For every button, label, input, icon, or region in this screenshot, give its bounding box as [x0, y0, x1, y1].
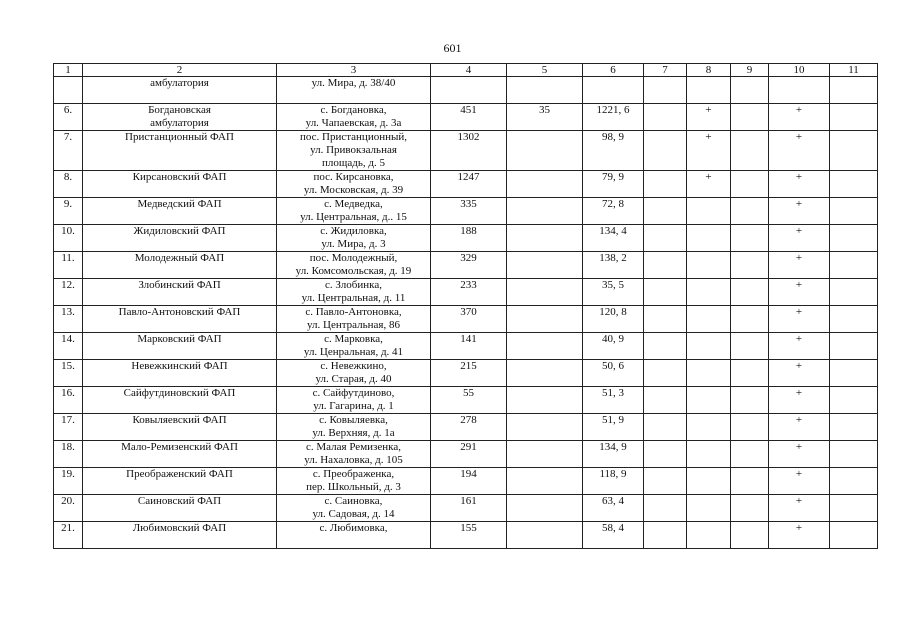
cell-col-9: [731, 252, 769, 279]
cell-col-10: +: [769, 441, 830, 468]
cell-col-10: +: [769, 387, 830, 414]
cell-col-9: [731, 306, 769, 333]
facility-address-line: с. Сайфутдиново,: [312, 387, 395, 399]
cell-col-11: [830, 77, 878, 104]
facility-address: [277, 225, 431, 252]
cell-col-7: [644, 414, 687, 441]
facility-address: [277, 387, 431, 414]
facility-address-line: ул. Московская, д. 39: [303, 184, 404, 196]
facility-address: [277, 131, 431, 171]
cell-col-9: [731, 77, 769, 104]
table-row: [54, 522, 878, 549]
cell-col-6: 118, 9: [583, 468, 644, 495]
table-row: [54, 225, 878, 252]
cell-col-4: 194: [431, 468, 507, 495]
column-header: 10: [769, 64, 830, 77]
facility-address: [277, 414, 431, 441]
facility-address-line: ул. Верхняя, д. 1а: [312, 427, 395, 439]
facility-name: [83, 77, 277, 104]
cell-col-6: 134, 9: [583, 441, 644, 468]
facility-address-line: пос. Кирсановка,: [313, 171, 394, 183]
table-body: [54, 64, 878, 549]
cell-col-11: [830, 360, 878, 387]
cell-col-9: [731, 171, 769, 198]
cell-col-9: [731, 333, 769, 360]
facility-name-line: Жидиловский ФАП: [133, 225, 226, 237]
cell-col-4: 155: [431, 522, 507, 549]
cell-col-9: [731, 468, 769, 495]
cell-col-9: [731, 522, 769, 549]
facility-address-line: ул. Привокзальная: [310, 144, 397, 156]
cell-col-7: [644, 225, 687, 252]
cell-col-10: +: [769, 306, 830, 333]
row-number: 12.: [54, 279, 83, 306]
cell-col-11: [830, 131, 878, 171]
facility-name: [83, 131, 277, 171]
facility-name: [83, 306, 277, 333]
facility-name: [83, 468, 277, 495]
facility-name: [83, 279, 277, 306]
cell-col-6: 79, 9: [583, 171, 644, 198]
cell-col-7: [644, 495, 687, 522]
cell-col-4: 188: [431, 225, 507, 252]
facility-address-line: ул. Садовая, д. 14: [312, 508, 395, 520]
facility-address-line: с. Ковыляевка,: [319, 414, 388, 426]
row-number: 20.: [54, 495, 83, 522]
cell-col-10: +: [769, 414, 830, 441]
facility-name-line: Любимовский ФАП: [132, 522, 227, 534]
cell-col-8: [687, 360, 731, 387]
cell-col-7: [644, 104, 687, 131]
cell-col-9: [731, 387, 769, 414]
cell-col-5: [507, 468, 583, 495]
cell-col-5: [507, 360, 583, 387]
table-row: [54, 333, 878, 360]
cell-col-8: [687, 333, 731, 360]
row-number: 18.: [54, 441, 83, 468]
cell-col-7: [644, 171, 687, 198]
column-header: 7: [644, 64, 687, 77]
cell-col-8: [687, 77, 731, 104]
facility-address: [277, 468, 431, 495]
facility-name: [83, 495, 277, 522]
cell-col-8: [687, 468, 731, 495]
facility-name-line: Кирсановский ФАП: [132, 171, 227, 183]
table-row: [54, 252, 878, 279]
facility-address-line: пер. Школьный, д. 3: [306, 481, 401, 493]
table-row: [54, 306, 878, 333]
cell-col-11: [830, 333, 878, 360]
cell-col-10: +: [769, 131, 830, 171]
cell-col-10: +: [769, 252, 830, 279]
cell-col-11: [830, 171, 878, 198]
cell-col-5: [507, 441, 583, 468]
table-row: [54, 495, 878, 522]
cell-col-7: [644, 522, 687, 549]
row-number: 8.: [54, 171, 83, 198]
cell-col-5: 35: [507, 104, 583, 131]
cell-col-4: 329: [431, 252, 507, 279]
cell-col-5: [507, 387, 583, 414]
cell-col-6: 63, 4: [583, 495, 644, 522]
cell-col-4: 335: [431, 198, 507, 225]
facility-name: [83, 522, 277, 549]
facility-address-line: с. Медведка,: [324, 198, 383, 210]
cell-col-7: [644, 360, 687, 387]
facility-name-line: Преображенский ФАП: [126, 468, 233, 480]
row-number: 21.: [54, 522, 83, 549]
cell-col-10: +: [769, 495, 830, 522]
facility-address: [277, 77, 431, 104]
column-header: 1: [54, 64, 83, 77]
cell-col-6: 138, 2: [583, 252, 644, 279]
facility-name-line: Пристанционный ФАП: [125, 131, 234, 143]
cell-col-8: [687, 414, 731, 441]
table-row: [54, 414, 878, 441]
facility-name-line: Саиновский ФАП: [137, 495, 222, 507]
cell-col-9: [731, 104, 769, 131]
cell-col-6: 72, 8: [583, 198, 644, 225]
row-number: 9.: [54, 198, 83, 225]
facility-name-line: Сайфутдиновский ФАП: [123, 387, 236, 399]
facility-address-line: ул. Мира, д. 38/40: [311, 77, 396, 89]
cell-col-10: +: [769, 279, 830, 306]
column-header: 5: [507, 64, 583, 77]
cell-col-6: 134, 4: [583, 225, 644, 252]
facility-address-line: ул. Комсомольская, д. 19: [295, 265, 412, 277]
table-row: [54, 468, 878, 495]
column-header: 2: [83, 64, 277, 77]
facility-name: [83, 414, 277, 441]
cell-col-4: 141: [431, 333, 507, 360]
cell-col-4: 161: [431, 495, 507, 522]
table-row: [54, 387, 878, 414]
cell-col-9: [731, 495, 769, 522]
facility-address-line: с. Злобинка,: [325, 279, 382, 291]
facility-name-line: Богдановская: [148, 104, 211, 116]
row-number: 10.: [54, 225, 83, 252]
cell-col-5: [507, 495, 583, 522]
cell-col-8: +: [687, 171, 731, 198]
facility-name-line: Мало-Ремизенский ФАП: [121, 441, 238, 453]
cell-col-9: [731, 414, 769, 441]
facilities-table: [53, 63, 878, 549]
column-header: 4: [431, 64, 507, 77]
row-number: 11.: [54, 252, 83, 279]
cell-col-5: [507, 171, 583, 198]
cell-col-8: +: [687, 131, 731, 171]
facility-name: [83, 360, 277, 387]
facility-address: [277, 104, 431, 131]
facility-name: [83, 252, 277, 279]
facility-name-line: амбулатория: [150, 117, 209, 129]
cell-col-10: +: [769, 522, 830, 549]
row-number: 6.: [54, 104, 83, 131]
cell-col-7: [644, 252, 687, 279]
cell-col-8: [687, 279, 731, 306]
cell-col-5: [507, 77, 583, 104]
column-header: 8: [687, 64, 731, 77]
cell-col-9: [731, 279, 769, 306]
facility-name-line: Медведский ФАП: [137, 198, 222, 210]
cell-col-5: [507, 522, 583, 549]
row-number: 14.: [54, 333, 83, 360]
facility-address-line: ул. Мира, д. 3: [321, 238, 386, 250]
facility-address-line: с. Жидиловка,: [320, 225, 387, 237]
facility-address-line: с. Преображенка,: [312, 468, 395, 480]
cell-col-6: 35, 5: [583, 279, 644, 306]
table-row: [54, 279, 878, 306]
facility-address-line: с. Павло-Антоновка,: [305, 306, 402, 318]
facility-address: [277, 252, 431, 279]
cell-col-8: [687, 495, 731, 522]
table-row: [54, 77, 878, 104]
cell-col-11: [830, 225, 878, 252]
cell-col-10: +: [769, 198, 830, 225]
facility-name-line: Ковыляевский ФАП: [132, 414, 227, 426]
cell-col-10: +: [769, 104, 830, 131]
cell-col-6: 50, 6: [583, 360, 644, 387]
facility-address: [277, 360, 431, 387]
cell-col-11: [830, 414, 878, 441]
cell-col-7: [644, 441, 687, 468]
cell-col-10: +: [769, 360, 830, 387]
cell-col-5: [507, 333, 583, 360]
facility-address: [277, 198, 431, 225]
cell-col-6: [583, 77, 644, 104]
cell-col-4: 278: [431, 414, 507, 441]
cell-col-11: [830, 495, 878, 522]
cell-col-10: +: [769, 468, 830, 495]
facility-address: [277, 279, 431, 306]
cell-col-10: +: [769, 171, 830, 198]
facility-name: [83, 387, 277, 414]
cell-col-7: [644, 131, 687, 171]
facility-address: [277, 333, 431, 360]
cell-col-11: [830, 522, 878, 549]
table-row: [54, 104, 878, 131]
table-row: [54, 441, 878, 468]
facility-address-line: с. Любимовка,: [319, 522, 388, 534]
cell-col-5: [507, 279, 583, 306]
row-number: 16.: [54, 387, 83, 414]
cell-col-11: [830, 104, 878, 131]
cell-col-4: 233: [431, 279, 507, 306]
facility-address: [277, 522, 431, 549]
cell-col-8: [687, 306, 731, 333]
cell-col-11: [830, 441, 878, 468]
facility-name: [83, 171, 277, 198]
cell-col-4: 370: [431, 306, 507, 333]
cell-col-7: [644, 468, 687, 495]
cell-col-7: [644, 198, 687, 225]
cell-col-4: [431, 77, 507, 104]
facility-name: [83, 441, 277, 468]
facility-name: [83, 333, 277, 360]
facility-address: [277, 495, 431, 522]
column-header: 6: [583, 64, 644, 77]
cell-col-11: [830, 252, 878, 279]
cell-col-6: 98, 9: [583, 131, 644, 171]
table-row: [54, 360, 878, 387]
cell-col-11: [830, 198, 878, 225]
facility-name-line: Невежкинский ФАП: [131, 360, 228, 372]
facility-name-line: Злобинский ФАП: [138, 279, 221, 291]
cell-col-4: 1302: [431, 131, 507, 171]
facility-address-line: площадь, д. 5: [322, 157, 385, 169]
facility-address-line: с. Марковка,: [324, 333, 383, 345]
facility-name: [83, 198, 277, 225]
cell-col-5: [507, 306, 583, 333]
row-number: 13.: [54, 306, 83, 333]
cell-col-5: [507, 131, 583, 171]
cell-col-9: [731, 131, 769, 171]
cell-col-7: [644, 77, 687, 104]
column-number-row: [54, 64, 878, 77]
cell-col-8: [687, 252, 731, 279]
cell-col-9: [731, 198, 769, 225]
facility-name: [83, 104, 277, 131]
row-number: [54, 77, 83, 104]
cell-col-11: [830, 306, 878, 333]
facility-address-line: с. Малая Ремизенка,: [306, 441, 401, 453]
column-header: 11: [830, 64, 878, 77]
table-row: [54, 131, 878, 171]
column-header: 3: [277, 64, 431, 77]
cell-col-6: 51, 3: [583, 387, 644, 414]
facility-address-line: ул. Гагарина, д. 1: [313, 400, 394, 412]
facility-address: [277, 306, 431, 333]
cell-col-8: [687, 225, 731, 252]
cell-col-11: [830, 279, 878, 306]
cell-col-11: [830, 387, 878, 414]
cell-col-9: [731, 225, 769, 252]
facility-address: [277, 441, 431, 468]
cell-col-4: 215: [431, 360, 507, 387]
facility-address-line: ул. Старая, д. 40: [315, 373, 392, 385]
cell-col-11: [830, 468, 878, 495]
facility-name-line: амбулатория: [150, 77, 209, 89]
cell-col-6: 58, 4: [583, 522, 644, 549]
cell-col-7: [644, 387, 687, 414]
cell-col-8: [687, 441, 731, 468]
column-header: 9: [731, 64, 769, 77]
facility-address-line: с. Богдановка,: [320, 104, 387, 116]
cell-col-7: [644, 333, 687, 360]
cell-col-6: 1221, 6: [583, 104, 644, 131]
facility-name: [83, 225, 277, 252]
facility-address-line: с. Невежкино,: [320, 360, 387, 372]
cell-col-5: [507, 252, 583, 279]
cell-col-6: 51, 9: [583, 414, 644, 441]
facility-address-line: пос. Молодежный,: [309, 252, 398, 264]
cell-col-6: 40, 9: [583, 333, 644, 360]
cell-col-10: +: [769, 333, 830, 360]
facility-address-line: ул. Ценральная, д. 41: [303, 346, 404, 358]
cell-col-4: 1247: [431, 171, 507, 198]
page-number: 601: [443, 41, 462, 55]
cell-col-8: [687, 387, 731, 414]
facility-address-line: ул. Центральная, д. 11: [301, 292, 406, 304]
row-number: 7.: [54, 131, 83, 171]
cell-col-4: 55: [431, 387, 507, 414]
cell-col-5: [507, 225, 583, 252]
facility-address-line: ул. Чапаевская, д. 3а: [305, 117, 402, 129]
cell-col-10: [769, 77, 830, 104]
cell-col-6: 120, 8: [583, 306, 644, 333]
cell-col-5: [507, 414, 583, 441]
cell-col-4: 451: [431, 104, 507, 131]
table-row: [54, 198, 878, 225]
row-number: 19.: [54, 468, 83, 495]
row-number: 17.: [54, 414, 83, 441]
facility-address: [277, 171, 431, 198]
cell-col-9: [731, 441, 769, 468]
table-row: [54, 171, 878, 198]
cell-col-7: [644, 306, 687, 333]
row-number: 15.: [54, 360, 83, 387]
cell-col-5: [507, 198, 583, 225]
facility-address-line: ул. Центральная, 86: [307, 319, 400, 331]
facility-name-line: Молодежный ФАП: [134, 252, 225, 264]
cell-col-4: 291: [431, 441, 507, 468]
facility-address-line: пос. Пристанционный,: [299, 131, 408, 143]
cell-col-9: [731, 360, 769, 387]
facility-address-line: с. Саиновка,: [324, 495, 383, 507]
facility-address-line: ул. Центральная, д.. 15: [300, 211, 407, 223]
facility-address-line: ул. Нахаловка, д. 105: [304, 454, 403, 466]
cell-col-8: +: [687, 104, 731, 131]
cell-col-10: +: [769, 225, 830, 252]
cell-col-8: [687, 522, 731, 549]
cell-col-8: [687, 198, 731, 225]
facility-name-line: Марковский ФАП: [137, 333, 222, 345]
cell-col-7: [644, 279, 687, 306]
facility-name-line: Павло-Антоновский ФАП: [118, 306, 241, 318]
